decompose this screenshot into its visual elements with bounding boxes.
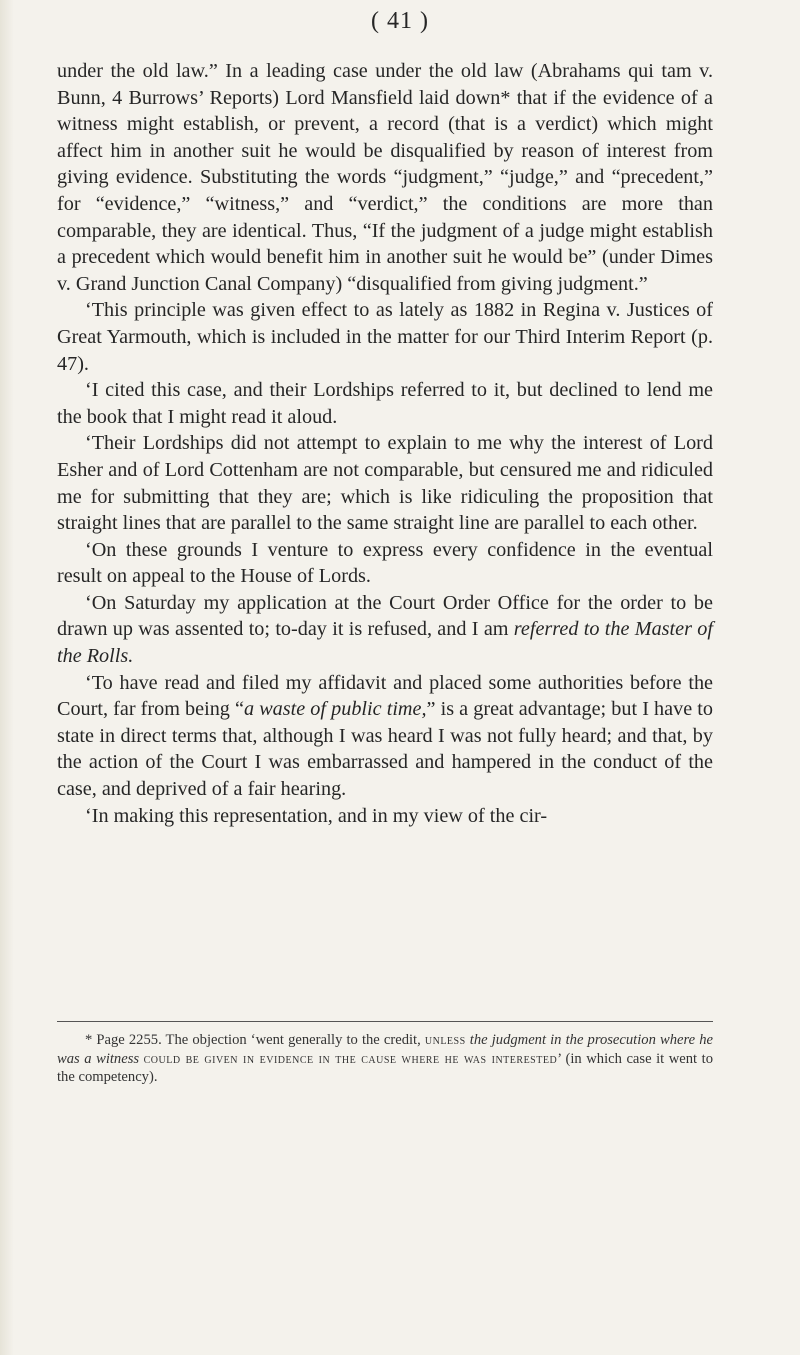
main-text [57, 58, 713, 829]
footnote-divider [57, 1021, 713, 1022]
footnote-italic: the judgment in the prosecution where he was a witness [57, 1032, 714, 1067]
paragraph-6-italic: referred to the Master of the Rolls. [57, 618, 713, 668]
footnote [57, 1031, 713, 1087]
paragraph-6 [57, 590, 713, 670]
footnote-smallcaps-1: unless [424, 1032, 466, 1048]
page-number: ( 41 ) [371, 8, 429, 34]
footnote-lead: * Page 2255. The objection ‘went generally to the credit, [85, 1032, 425, 1048]
paragraph-7-italic: a waste of public time, [243, 698, 427, 721]
footnote-smallcaps-2: could be given in evidence in the cause where he was interested [143, 1050, 558, 1067]
paragraph-5: ‘On these grounds I venture to express every confidence in the eventual result on appeal to the House of Lords. [57, 538, 713, 588]
paragraph-7-text: ‘To have read and filed my affidavit and placed some authorities before the Court, far from being “ [57, 671, 713, 721]
paragraph-8: ‘In making this representation, and in my view of the cir- [85, 804, 548, 827]
paragraph-2: ‘This principle was given effect to as lately as 1882 in Regina v. Justices of Great Yarmouth, which is included in the matter for our Third Interim Report (p. 47). [57, 299, 713, 375]
paragraph-3: ‘I cited this case, and their Lordships referred to it, but declined to lend me the book that I might read it aloud. [57, 379, 713, 428]
paragraph-7-tail: ” is a great advantage; but I have to state in direct terms that, although I was heard I was not fully heard; and that, by the action of the Court I was embarrassed and hampered in the conduct of the case, and deprived of a fair hearing. [57, 698, 713, 801]
paragraph-6-text: ‘On Saturday my application at the Court Order Office for the order to be drawn up was assented to; to-day it is refused, and I am [57, 591, 713, 641]
paragraph-1: under the old law.” In a leading case under the old law (Abrahams qui tam v. Bunn, 4 Burrows’ Reports) Lord Mansfield laid down* that if the evidence of a witness might establish, or prevent, a record (that is a verdict) which might affect him in another suit he would be disqualified by reason of interest from giving evidence. Substituting the words “judgment,” “judge,” and “precedent,” for “evidence,” “witness,” and “verdict,” the conditions are more than comparable, they are identical. Thus, “If the judgment of a judge might establish a precedent which would benefit him in another suit he would be” (under Dimes v. Grand Junction Canal Company) “disqualified from giving judgment.” [57, 60, 713, 295]
paragraph-4: ‘Their Lordships did not attempt to explain to me why the interest of Lord Esher and of Lord Cottenham are not comparable, but censured me and ridiculed me for submitting that they are; which is like ridiculing the proposition that straight lines that are parallel to the same straight line are parallel to each other. [57, 432, 713, 535]
page-edge-shadow [0, 0, 14, 1355]
paragraph-7 [57, 670, 713, 803]
footnote-tail: ’ (in which case it went to the competency). [57, 1050, 714, 1086]
